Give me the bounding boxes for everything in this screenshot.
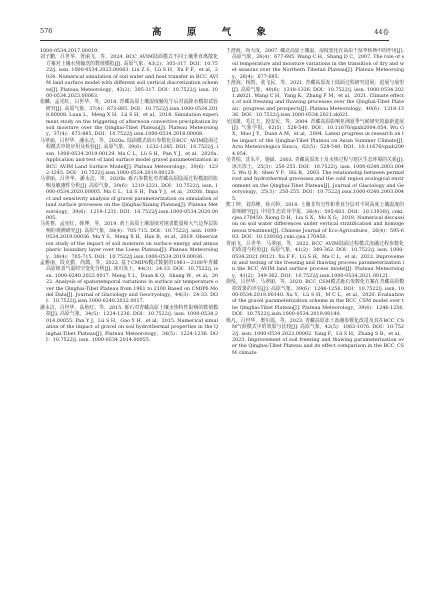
reference-entry: 胥丽飞，吕世华，马翠丽，等，2022. BCC_AVIM陆面过程模式冻融过程参数化的改进与检验[J]. 高原气象，41(2)：349-362. DOI：10.7522/j. issn. 1000-0534.2021.00121. Xu F F，Lü S H，Ma C L，et al，2022. Improvement and testing of the freezing and thawing process parameterization in the BCC_AVIM land surface process model[J]. Plateau Meteorology，41(2)：349-362. DOI：10.7522/j.issn.1000-0534.2021.00121. bbox=[226, 240, 404, 279]
volume-label: 44卷 bbox=[374, 28, 389, 36]
reference-entry: 孟雅丽，段克勤，尚溦，等，2022. 基于CMIP6模式数据的1961—2100年青藏高原地表气温时空变化分析[J]. 冰川冻土，44(3)：24-33. DOI：10.7522/j. issn. 1000-0240.2022.0017. Meng Y L，Duan K Q，Shang W，et al，2022. Analysis of spatiotemporal variations in surface air temperature over the Qinghai-Tibet Plateau from 1961 to 2100 Based on CMIP6 Model Data[J]. Journal of Glaciology and Geocryology，44(3)：24-33. DOI：10.7522/j.issn.1000-0240.2022.0017. bbox=[40, 259, 218, 305]
reference-entry: 吴青柏，沈永平，施斌，2003. 青藏高原冻土及水热过程与寒区生态环境的关系[J]. 冰川冻土，25(3)：250-255. DOI：10.7522/j. issn. 1000-0240.2003.0045. Wu Q B，Shen Y P，Shi B，2003. The relationship between permafrost and hydrothermal processes and the cold region ecological environment on the Qinghai-Tibet Plateau[J]. Journal of Glaciology and Geocryology，25(3)：250-255. DOI：10.7522/j.issn.1000-0240.2003.0045. bbox=[226, 157, 404, 202]
references-right-column bbox=[226, 48, 404, 590]
reference-entry: 王澄海，尚大成，2007. 藏北高原土壤温、湿度变化在高原干湿季转换中的作用[J]. 高原气象，26(4)：677-685. Wang C H，Shang D C，2007. The role of soil temperature and moisture variations in the transition of dry and wet seasons over the Northern Tibetan Plateau[J]. Plateau Meteorology，26(4)：677-685. bbox=[226, 48, 404, 80]
reference-entry: 张麟，孟宪红，吕世华，等，2018. 青藏高原土壤湿度触发午后对流降水模拟试验研究[J]. 高原气象，37(4)：873-885. DOI：10.7522/j.issn.1000-0534.2018.00008. Luan L，Meng X H，Lü S H，et al，2018. Simulation experiment study on the triggering of afternoon convective precipitation by soil moisture over the Qinghai-Tibet Plateau[J]. Plateau Meteorology，37(4)：873-885. DOI：10.7522/j.issn.1000-0534.2018.00008. bbox=[40, 99, 218, 138]
reference-entry: 马英赛，孟宪红，韩博，等，2019. 黄土高原土壤湿度对地表能量和大气边界层影响的观测研究[J]. 高原气象，38(4)：705-715. DOI：10.7522/j. issn. 1000-0534.2019.00036. Ma Y S，Meng X H，Han B，et al，2019. Observation study of the impact of soil moisture on surface energy and atmospheric boundary layer over the Loess Plateau[J]. Plateau Meteorology，38(4)：705-715. DOI：10.7522/j.issn.1000-0534.2019.00036. bbox=[40, 221, 218, 260]
reference-entry: 1000-0534.2017.00019. bbox=[40, 48, 99, 54]
reference-entry: 马翠丽，吕世华，潘永洁，等，2020b. 砾石参数化对青藏高原陆面过程模拟的影响及敏感性分析[J]. 高原气象，39(6)：1219-1231. DOI：10.7522/j. issn. 1000-0534.2020.00005. Ma C L，Lü S H，Pan Y J，et al，2020b. Impact and sensitivity analysis of gravel parameterization on simulation of land surface processes on the Qinghai-Xizang Plateau[J]. Plateau Meteorology，39(6)：1219-1231. DOI：10.7522/j.issn.1000-0534.2020.00005. bbox=[40, 176, 218, 221]
page-header bbox=[40, 24, 389, 38]
references-left-column bbox=[40, 48, 218, 590]
reference-entry: 徐悦，吕世华，马翠丽，等，2020. BCC_CSM模式砾石参数化方案在青藏高原模拟效果的评估[J]. 高原气象，39(6)：1246-1256. DOI：10.7522/j. issn. 1000-0534.2019.00140. Xu Y，Lü S H，M C L，et al，2020. Evaluation of the gravel parameterization scheme in the BCC_CSM model over the Qinghai-Tibet Plateau[J]. Plateau Meteorology，39(6)：1246-1256. DOI：10.7522/j.issn.1000-0534.2019.00140. bbox=[226, 279, 404, 318]
reference-entry: 潘永洁，吕世华，高艳红，等，2015. 砾石对青藏高原土壤水热特性影响的数值模拟[J]. 高原气象，34(5)：1224-1236. DOI：10.7522/j. issn. 1000-0534.2014.00055. Pan Y J，Lü S H，Gao Y H，et al，2015. Numerical simulation of the impact of gravel on soil hydrothermal properties in the Qinghai-Tibet Plateau[J]. Plateau Meteorology，34(5)：1224-1236. DOI：10.7522/j. issn. 1000-0534.2014.00055. bbox=[40, 304, 218, 343]
reference-entry: 杨凡，吕世华，奥尔温，等，2023. 青藏高原冻土冻融参数化改进及其在BCC_CSM气候模式中的效果与比较[J]. 高原气象，42(5)：1063-1076. DOI：10.7522/j. issn. 1000-0534.2023.00002. Yang F，Lü S H，Zhang S B，et al，2023. Improvement of soil freezing and thawing parameterization over the Qinghai-Tibet Plateau and its effect comparison in the BCC_CSM climate bbox=[226, 317, 404, 356]
reference-entry: 刘子鹏，吕世华，胥丽飞，等，2024. BCC_AVIM陆面模式不同土壤垂直离散化方案对土壤水热输送的数值模拟[J]. 高原气象，43(2)：305-317. DOI：10.7522/j. issn. 1000-0534.2023.00063. Liu Z S，Lü S H，Xu F F，et al，2024. Numerical simulation of soil water and heat transfer in BCC_AVIM land surface model with different soil vertical discretization schemes[J]. Plateau Meteorology，43(2)：305-317. DOI：10.7522/j. issn. 1000-0534.2023.00063. bbox=[40, 54, 218, 99]
journal-title: 高 原 气 象 bbox=[152, 27, 277, 38]
reference-entry: 吴国雄，毛江玉，段安民，等，2004. 青藏高原影响亚洲夏季气候研究的最新进展[J]. 气象学报，62(5)：528-540. DOI：10.11676/qxxb2004.054. Wu G X，Mao J Y，Duan A M，et al，2004. Latest progress in research on the impact of the Qinghai-Tibet Plateau on Asian Summer Climate[J]. Acta Meteorologica Sinica，62(5)：528-540. DOI：10.11676/qxxb2004.054. bbox=[226, 118, 404, 157]
reference-entry: 王澄海，杨凯，张飞民，等，2021. 青藏高原冻土陆面过程研究进展：进展与展望[J]. 高原气象，40(6)：1318-1336. DOI：10.7522/j. issn. 1000-0534.2021.zk021. Wang C H，Yang K，Zhang F M，et al，2021. Climate effects of soil freezing and thawing processes over the Qinghai-Tibet Plateau：progress and prospects[J]. Plateau Meteorology，40(6)：1318-1336. DOI：10.7522/j.issn.1000-0534.2021.zk021. bbox=[226, 80, 404, 119]
header-rule bbox=[40, 40, 389, 41]
reference-entry: 马翠丽，吕世华，潘永洁，等，2020a. 陆面模式砾石参数化在BCC_AVIM陆面过程模式中的应用及检验[J]. 高原气象，39(6)：1232-1245. DOI：10.7522/j. issn. 1000-0534.2019.00129. Ma C L，Lü S H，Pan Y J，et al，2020a. Application and test of land surface model gravel parameterization in BCC_AVIM Land Surface Model[J]. Plateau Meteorology，39(6)：1232-1245. DOI：10.7522/j.issn.1000-0534.2019.00129. bbox=[40, 137, 218, 177]
page-number: 576 bbox=[40, 27, 53, 35]
reference-entry: 熊丁坤，刘苏峰，孙兴婷，2018. 土壤非均匀性和垂直分层对不同高度土壤温度的影响研究[J]. 中国生态农业学报，26(4)：595-603. DOI：10.13930/j. cnki. cjea.170450. Xiong D H，Liu S X，Mo X G，2018. Numerical discussion on soil water differences under vertical stratification and homogeneous treatment[J]. Chinese Journal of Eco-Agriculture，26(4)：595-603. DOI：10.13930/j.cnki.cjea.170450. bbox=[226, 202, 404, 241]
